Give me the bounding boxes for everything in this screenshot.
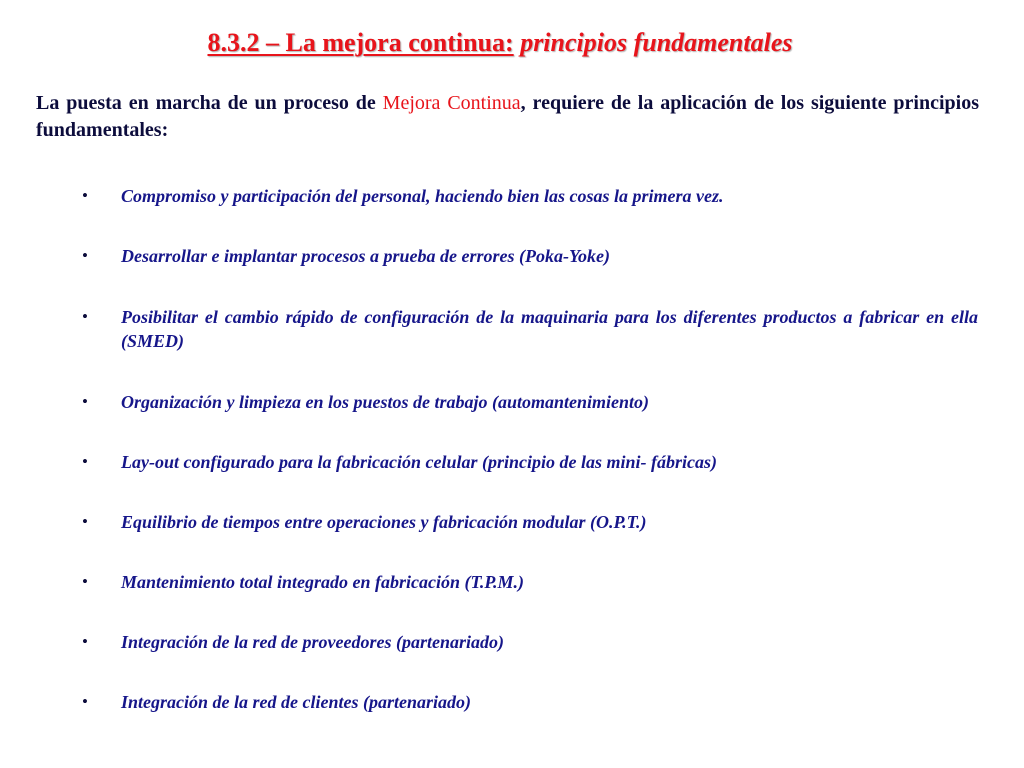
- bullet-marker: •: [82, 572, 88, 591]
- bullet-marker: •: [82, 452, 88, 471]
- slide-title-italic: principios fundamentales: [520, 28, 793, 57]
- slide-title: [0, 28, 1000, 58]
- bullet-marker: •: [82, 392, 88, 411]
- list-item-text: Integración de la red de proveedores (partenariado): [121, 632, 504, 652]
- list-item-text: Organización y limpieza en los puestos de trabajo (automantenimiento): [121, 392, 650, 412]
- list-item-text: Compromiso y participación del personal, haciendo bien las cosas la primera vez.: [121, 186, 724, 206]
- list-item-text: Integración de la red de clientes (partenariado): [121, 692, 471, 712]
- bullet-marker: •: [82, 512, 88, 531]
- list-item-text: Desarrollar e implantar procesos a prueba de errores (Poka-Yoke): [121, 246, 610, 266]
- intro-paragraph: [36, 90, 979, 144]
- slide-title-main: 8.3.2 – La mejora continua:: [207, 28, 514, 57]
- intro-text-start: La puesta en marcha de un proceso de: [36, 92, 383, 114]
- intro-highlight: Mejora Continua: [382, 92, 521, 114]
- list-item-text: Lay-out configurado para la fabricación celular (principio de las mini- fábricas): [121, 452, 717, 472]
- bullet-marker: •: [82, 632, 88, 651]
- bullet-marker: •: [82, 246, 88, 265]
- intro-text-end: , requiere de la aplicación de los siguiente principios fundamentales:: [36, 92, 979, 141]
- bullet-marker: •: [82, 307, 88, 326]
- bullet-marker: •: [82, 692, 88, 711]
- list-item-text: Equilibrio de tiempos entre operaciones y fabricación modular (O.P.T.): [121, 512, 647, 532]
- list-item-text: Posibilitar el cambio rápido de configuración de la maquinaria para los diferentes productos a fabricar en ella (SMED): [121, 307, 978, 351]
- bullet-marker: •: [82, 186, 88, 205]
- list-item-text: Mantenimiento total integrado en fabricación (T.P.M.): [121, 572, 525, 592]
